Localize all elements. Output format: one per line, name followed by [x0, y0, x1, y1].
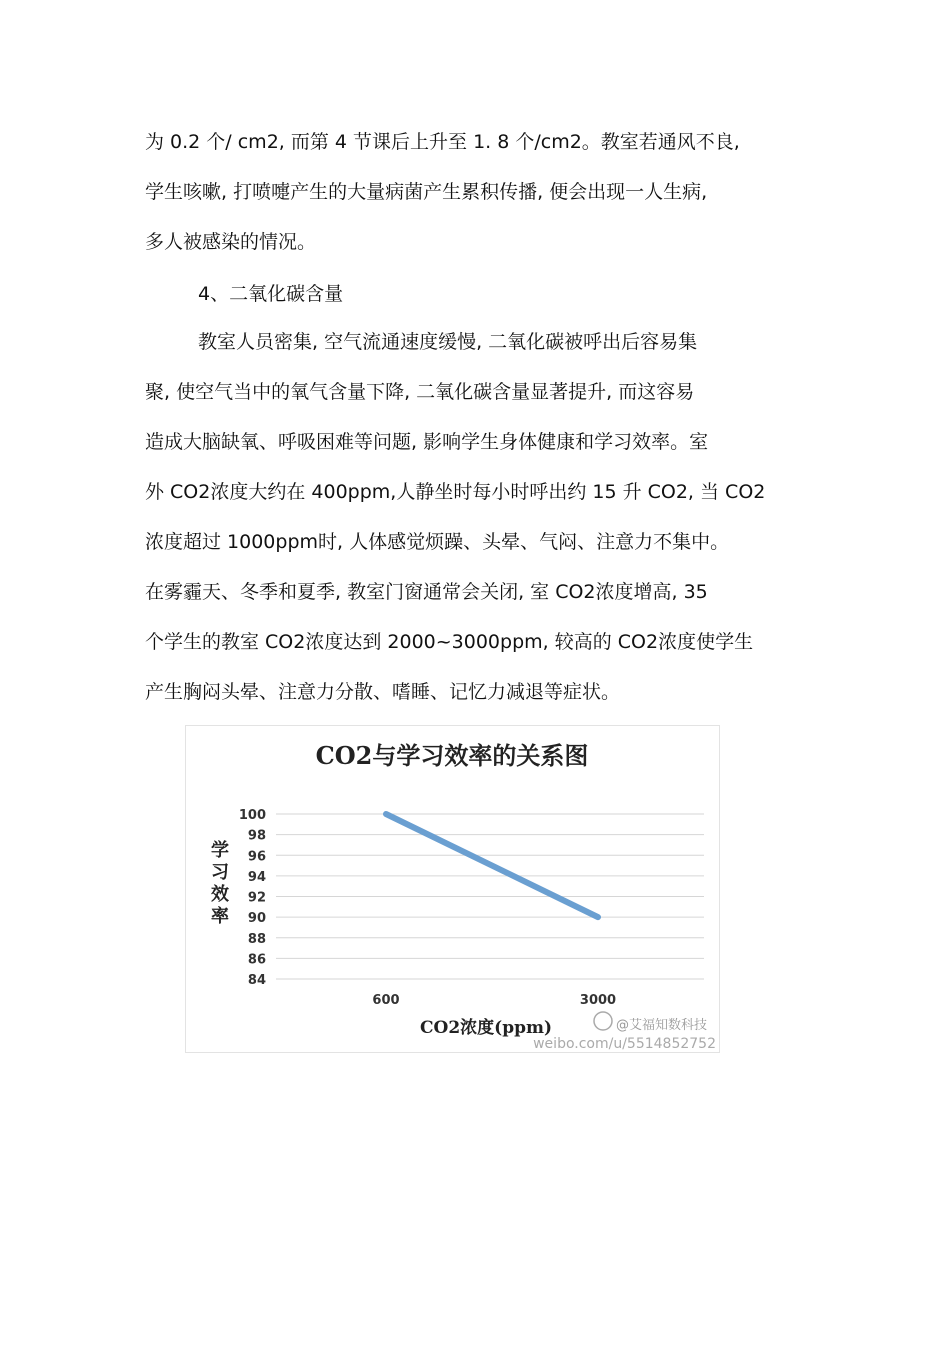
- paragraph-line: 为 0.2 个/ cm2, 而第 4 节课后上升至 1. 8 个/cm2。教室若通风不良,: [145, 131, 740, 153]
- paragraph-line: 产生胸闷头晕、注意力分散、嗜睡、记忆力减退等症状。: [145, 681, 621, 703]
- series-line: [386, 814, 598, 917]
- watermark-line-1: @艾福知数科技: [616, 1018, 708, 1033]
- y-tick-label: 88: [247, 931, 266, 947]
- y-tick-label: 92: [247, 890, 266, 906]
- weibo-icon: [594, 1012, 612, 1030]
- paragraph-line: 在雾霾天、冬季和夏季, 教室门窗通常会关闭, 室 CO2浓度增高, 35: [145, 581, 708, 603]
- y-axis-label: [211, 839, 229, 927]
- y-axis-label-char: 率: [211, 906, 229, 927]
- paragraph-line: 多人被感染的情况。: [145, 231, 317, 253]
- y-tick-label: 90: [247, 911, 266, 927]
- line-chart: [186, 726, 719, 1052]
- y-tick-label: 96: [247, 849, 266, 865]
- watermark: [533, 1012, 716, 1052]
- chart-title: CO2与学习效率的关系图: [315, 741, 589, 770]
- section-heading: 4、二氧化碳含量: [198, 283, 344, 305]
- y-tick-label: 84: [247, 973, 266, 988]
- paragraph-line: 浓度超过 1000ppm时, 人体感觉烦躁、头晕、气闷、注意力不集中。: [145, 531, 730, 553]
- x-axis-label: CO2浓度(ppm): [419, 1018, 553, 1038]
- paragraph-line: 教室人员密集, 空气流通速度缓慢, 二氧化碳被呼出后容易集: [198, 331, 698, 353]
- y-tick-label: 86: [247, 952, 266, 968]
- y-tick-label: 94: [247, 869, 266, 885]
- y-tick-label: 100: [238, 808, 266, 823]
- paragraph-line: 外 CO2浓度大约在 400ppm,人静坐时每小时呼出约 15 升 CO2, 当 CO2: [145, 481, 766, 503]
- watermark-line-2: weibo.com/u/5514852752: [533, 1036, 716, 1052]
- y-axis-label-char: 效: [211, 884, 229, 905]
- chart-figure: [185, 725, 720, 1053]
- y-axis-label-char: 学: [211, 840, 229, 861]
- y-axis-label-char: 习: [211, 862, 229, 883]
- x-tick-label: 600: [372, 993, 400, 1008]
- x-tick-label: 3000: [579, 993, 617, 1008]
- paragraph-line: 学生咳嗽, 打喷嚏产生的大量病菌产生累积传播, 便会出现一人生病,: [145, 181, 708, 203]
- paragraph-line: 聚, 使空气当中的氧气含量下降, 二氧化碳含量显著提升, 而这容易: [145, 381, 695, 403]
- paragraph-line: 造成大脑缺氧、呼吸困难等问题, 影响学生身体健康和学习效率。室: [145, 431, 709, 453]
- paragraph-line: 个学生的教室 CO2浓度达到 2000~3000ppm, 较高的 CO2浓度使学生: [145, 631, 754, 653]
- y-tick-label: 98: [247, 828, 266, 844]
